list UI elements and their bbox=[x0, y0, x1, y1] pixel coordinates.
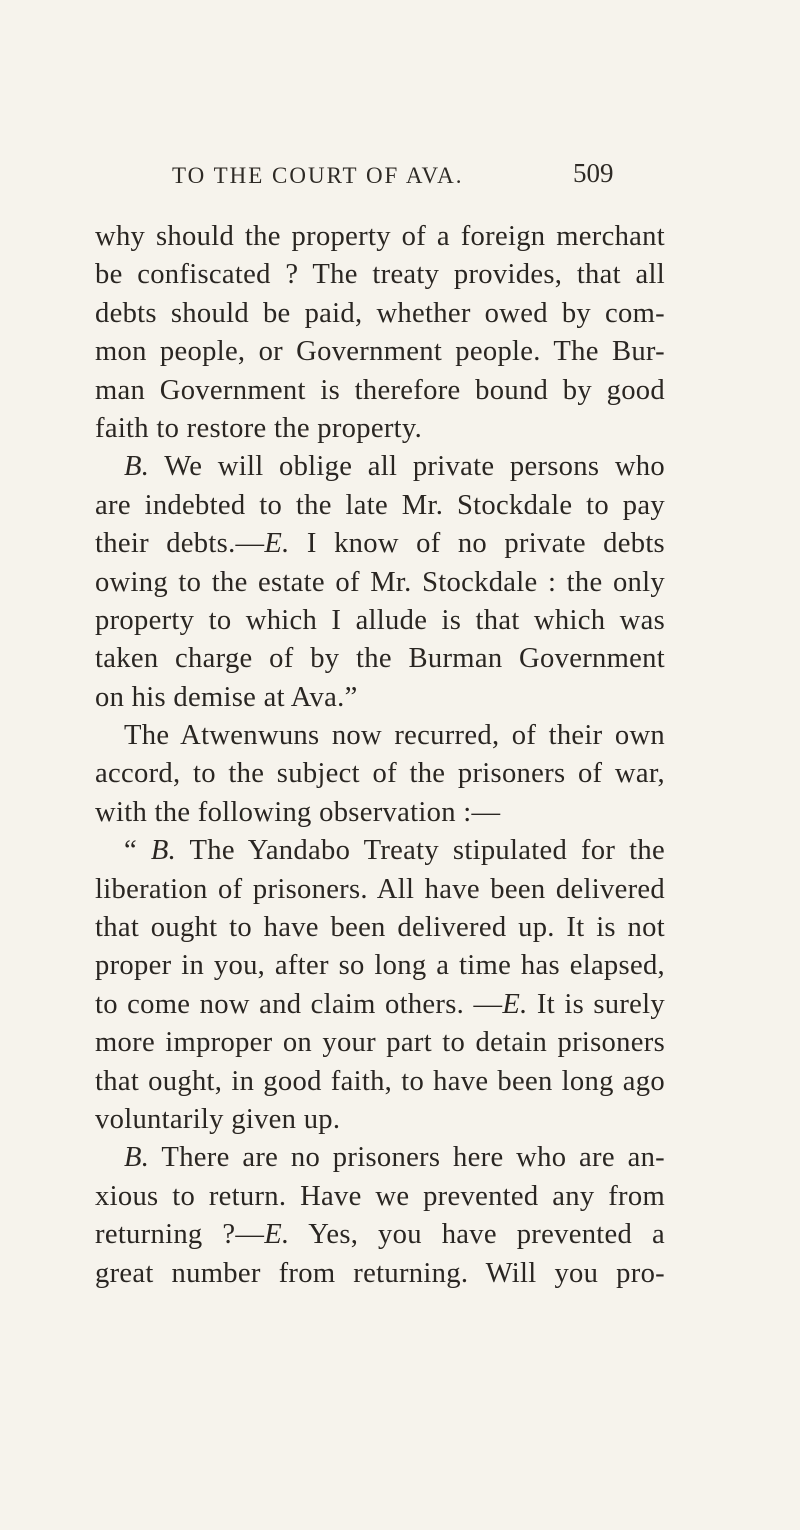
body-text bbox=[95, 218, 665, 1293]
text-line: man Government is therefore bound by good bbox=[95, 374, 665, 406]
text-line: debts should be paid, whether owed by com- bbox=[95, 297, 665, 329]
speaker-label: E. bbox=[264, 528, 290, 560]
text-line: that ought, in good faith, to have been long ago bbox=[95, 1065, 665, 1097]
speaker-label: E. bbox=[264, 1219, 290, 1251]
text-line: are indebted to the late Mr. Stockdale to pay bbox=[95, 489, 665, 521]
text-line: B. There are no prisoners here who are an- bbox=[124, 1142, 665, 1174]
text-line: to come now and claim others. —E. It is surely bbox=[95, 988, 666, 1020]
text-line: The Atwenwuns now recurred, of their own bbox=[124, 720, 665, 752]
speaker-label: E. bbox=[502, 988, 528, 1020]
text-line: be confiscated ? The treaty provides, that all bbox=[95, 259, 665, 291]
text-line: their debts.—E. I know of no private debts bbox=[95, 528, 665, 560]
text-line: liberation of prisoners. All have been delivered bbox=[95, 873, 665, 905]
text-line: that ought to have been delivered up. It is not bbox=[95, 912, 665, 944]
text-line: property to which I allude is that which was bbox=[95, 604, 665, 636]
text-line: owing to the estate of Mr. Stockdale : the only bbox=[95, 566, 665, 598]
page-number: 509 bbox=[573, 158, 614, 188]
text-line: xious to return. Have we prevented any from bbox=[95, 1180, 665, 1212]
text-line: taken charge of by the Burman Government bbox=[95, 643, 665, 675]
speaker-label: B. bbox=[124, 451, 150, 483]
text-line: returning ?—E. Yes, you have prevented a bbox=[95, 1219, 665, 1251]
text-line: with the following observation :— bbox=[95, 796, 501, 828]
text-line: mon people, or Government people. The Bur- bbox=[95, 336, 665, 368]
text-line: accord, to the subject of the prisoners of war, bbox=[95, 758, 665, 790]
text-line: voluntarily given up. bbox=[95, 1103, 341, 1135]
speaker-label: B. bbox=[124, 1142, 150, 1174]
text-line: “ B. The Yandabo Treaty stipulated for the bbox=[124, 835, 665, 867]
text-line: great number from returning. Will you pro- bbox=[95, 1257, 665, 1289]
text-line: why should the property of a foreign merchant bbox=[95, 221, 665, 252]
text-line: B. We will oblige all private persons who bbox=[124, 451, 665, 483]
text-line: proper in you, after so long a time has elapsed, bbox=[95, 950, 665, 982]
text-line: more improper on your part to detain prisoners bbox=[95, 1027, 665, 1059]
text-line: on his demise at Ava.” bbox=[95, 681, 358, 713]
text-line: faith to restore the property. bbox=[95, 412, 423, 444]
speaker-label: B. bbox=[150, 835, 177, 867]
running-head: TO THE COURT OF AVA. bbox=[172, 163, 464, 188]
